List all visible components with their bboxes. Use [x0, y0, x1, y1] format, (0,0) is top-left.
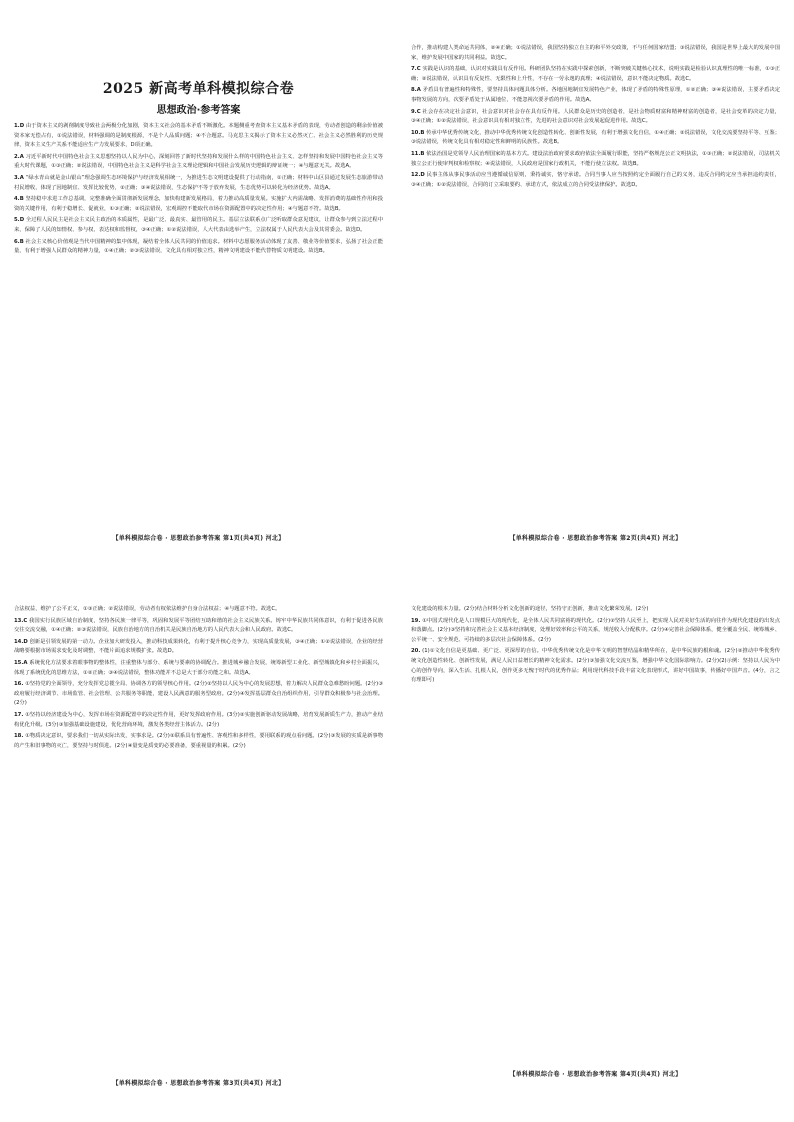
answer-paragraph	[411, 605, 780, 615]
answer-number: 6.B	[14, 238, 24, 245]
answer-body	[411, 44, 780, 190]
answer-body	[411, 605, 780, 686]
answer-page-1	[0, 0, 397, 561]
answer-number: 20.	[411, 648, 421, 655]
answer-text: 民事主体从事民事活动应当遵循诚信原则，秉持诚实，恪守承诺。合同当事人应当按照约定全面履行自己的义务，违反合同约定应当承担违约责任，③④正确；①②说法错误，合同的订立采取要约、承诺方式，依法成立的合同受法律保护。故选D。	[411, 172, 780, 188]
answer-paragraph	[14, 174, 383, 193]
answer-paragraph	[14, 605, 383, 615]
answer-number: 10.B	[411, 129, 425, 136]
title-block	[14, 78, 383, 116]
answer-paragraph	[14, 617, 383, 636]
answer-text: ①坚持党的全面领导，充分发挥党总揽全局、协调各方的领导核心作用。(2分)②坚持以人民为中心的发展思想，着力解决人民群众急难愁盼问题。(2分)③政府履行经济调节、市场监管、社会管理、公共服务等职能，建设人民满意的服务型政府。(2分)④发挥基层群众自治组织作用，引导群众积极参与社会治理。(2分)	[14, 681, 383, 707]
answer-number: 3.A	[14, 174, 24, 181]
answer-number: 5.D	[14, 217, 25, 224]
answer-number: 14.D	[14, 638, 28, 645]
page-footer: 【单科模拟综合卷 · 思想政治参考答案 第4页(共4页) 河北】	[509, 1071, 682, 1078]
answer-paragraph	[411, 617, 780, 646]
answer-number: 19.	[411, 617, 421, 624]
answer-number: 16.	[14, 681, 24, 688]
answer-text: 由于资本主义的剥削制度导致社会两极分化加剧，资本主义社会的基本矛盾不断激化。本题侧重考查资本主义基本矛盾的表现，劳动者创造的剩余价值被资本家无偿占有，①说法错误，材料强调的是制度根源，不是个人品质问题；④不合题意。马克思主义揭示了资本主义必然灭亡、社会主义必然胜利的历史规律，资本主义生产关系不能适应生产力发展要求，D项正确。	[14, 123, 383, 149]
answer-text: 系统优化方法要求着眼事物的整体性，注重整体与部分、系统与要素的协调配合。推进城乡融合发展，统筹新型工业化、新型城镇化和乡村全面振兴，体现了系统优化的思维方法，①②正确；③④说法错误，整体功能并不总是大于部分功能之和。故选A。	[14, 659, 383, 676]
answer-paragraph	[411, 65, 780, 84]
answer-number: 13.C	[14, 617, 28, 624]
answer-number: 7.C	[411, 66, 421, 73]
answer-number: 9.C	[411, 108, 421, 115]
answer-number: 17.	[14, 711, 24, 718]
answer-paragraph	[14, 238, 383, 257]
answer-page-3	[0, 561, 397, 1122]
answer-page-4	[397, 561, 794, 1122]
answer-text: 合法权益，维护了公平正义，①③正确；②说法错误，劳动者有权依法维护自身合法权益；④与题意不符。故选C。	[14, 606, 281, 612]
answer-paragraph	[14, 711, 383, 730]
document-subtitle: 思想政治·参考答案	[156, 105, 241, 116]
answer-text: (1)①文化自信是更基础、更广泛、更深厚的自信。中华优秀传统文化是中华文明的智慧结晶和精华所在，是中华民族的根和魂。(2分)②推动中华优秀传统文化创造性转化、创新性发展，满足人民日益增长的精神文化需求。(2分)③加强文化交流互鉴，增强中华文化国际影响力。(2分)(2)示例：坚持以人民为中心的创作导向，深入生活、扎根人民，创作更多无愧于时代的优秀作品；利用现代科技手段丰富文化表现形式，讲好中国故事，传播好中国声音。(4分，言之有理即可)	[411, 648, 780, 684]
answer-number: 1.D	[14, 123, 25, 129]
answer-number: 18.	[14, 733, 24, 740]
answer-number: 15.A	[14, 659, 28, 666]
answer-paragraph	[14, 153, 383, 172]
answer-text: 依法治国是党领导人民治理国家的基本方式。建设法治政府要求政府依法全面履行职能，坚持严格规范公正文明执法，①③正确；②说法错误，司法机关独立公正行使审判权和检察权；④说法错误，人民政府是国家行政机关，不能行使立法权。故选B。	[411, 150, 780, 167]
answer-text: 我国实行民族区域自治制度，坚持各民族一律平等，巩固和发展平等团结互助和谐的社会主义民族关系。铸牢中华民族共同体意识，有利于促进各民族交往交流交融，①④正确；②③说法错误，民族自治地方的自治机关是民族自治地方的人民代表大会和人民政府。故选C。	[14, 617, 384, 634]
answer-paragraph	[411, 171, 780, 190]
answer-text: 坚持稳中求进工作总基调，完整准确全面贯彻新发展理念，加快构建新发展格局，着力推动高质量发展。实施扩大内需战略、发挥消费的基础性作用和投资的关键作用，有利于稳增长、促就业，①③正确；②说法错误，宏观调控不能取代市场在资源配置中的决定性作用；④与题意不符。故选B。	[14, 196, 383, 212]
answer-paragraph	[14, 732, 383, 751]
answer-text: 实践是认识的基础，认识对实践具有反作用。科研团队坚持在实践中探索创新，不断突破关键核心技术，说明实践是检验认识真理性的唯一标准，①③正确；②说法错误，认识具有反复性、无限性和上升性，不存在一劳永逸的真理；④说法错误，意识不能决定物质。故选C。	[411, 66, 780, 82]
answer-paragraph	[411, 150, 780, 169]
answer-paragraph	[14, 659, 383, 678]
answer-text: 社会主义核心价值观是当代中国精神的集中体现，凝结着全体人民共同的价值追求。材料中志愿服务活动体现了友善、敬业等价值要求，弘扬了社会正能量，有利于增强人民群众的精神力量，①④正确；②③说法错误，文化具有相对独立性，精神文明建设不能代替物质文明建设。故选B。	[14, 238, 383, 255]
answer-text: ①物质决定意识，要求我们一切从实际出发，实事求是。(2分)②联系具有普遍性、客观性和多样性，要用联系的观点看问题。(2分)③发展的实质是新事物的产生和旧事物的灭亡，要坚持与时俱进。(2分)④量变是质变的必要准备，要重视量的积累。(2分)	[14, 733, 383, 749]
answer-paragraph	[14, 680, 383, 709]
page-footer: 【单科模拟综合卷 · 思想政治参考答案 第3页(共4页) 河北】	[112, 1080, 285, 1087]
answer-text: 文化建设的根本力量。(2分)结合材料分析文化创新的途径，坚持守正创新，推动文化繁荣发展。(2分)	[411, 606, 649, 612]
answer-paragraph	[14, 216, 383, 235]
answer-text: 传承中华优秀传统文化，推动中华优秀传统文化创造性转化、创新性发展，有利于增强文化自信，①④正确；②说法错误，文化交流要坚持平等、互鉴；③说法错误，传统文化具有相对稳定性和鲜明的民族性。故选B。	[411, 129, 780, 146]
answer-text: ①坚持以经济建设为中心，发挥市场在资源配置中的决定性作用，更好发挥政府作用。(3分)②实施创新驱动发展战略，培育发展新质生产力，推动产业结构优化升级。(3分)③加强基础设施建设，优化营商环境，激发各类经营主体活力。(2分)	[14, 711, 383, 728]
answer-body	[14, 122, 383, 257]
answer-page-2	[397, 0, 794, 561]
answer-number: 2.A	[14, 153, 24, 160]
answer-number: 8.A	[411, 87, 421, 94]
answer-text: 矛盾具有普遍性和特殊性，要坚持具体问题具体分析。各地因地制宜发展特色产业，体现了矛盾的特殊性原理，①②正确；③④说法错误，主要矛盾决定事物发展的方向，次要矛盾处于从属地位，不能忽视次要矛盾的作用。故选A。	[411, 87, 781, 103]
answer-paragraph	[14, 638, 383, 657]
answer-paragraph	[411, 647, 780, 685]
answer-paragraph	[411, 44, 780, 63]
document-title: 2025 新高考单科模拟综合卷	[102, 81, 295, 97]
answer-paragraph	[411, 86, 780, 105]
answer-text: 社会存在决定社会意识，社会意识对社会存在具有反作用。人民群众是历史的创造者，是社会物质财富和精神财富的创造者，是社会变革的决定力量，③④正确；①②说法错误，社会意识具有相对独立性，先进的社会意识对社会发展起促进作用。故选C。	[411, 108, 780, 125]
answer-paragraph	[14, 122, 383, 151]
answer-number: 12.D	[411, 172, 425, 179]
answer-text: “绿水青山就是金山银山”理念强调生态环境保护与经济发展相统一，为推进生态文明建设提供了行动指南，①正确；材料中山区县通过发展生态旅游带动村民增收，体现了因地制宜、发挥比较优势，②正确；③④说法错误，生态保护不等于放弃发展，生态优势可以转化为经济优势。故选A。	[14, 174, 383, 191]
answer-text: 全过程人民民主是社会主义民主政治的本质属性，是最广泛、最真实、最管用的民主。基层立法联系点广泛听取群众意见建议，让群众参与到立法过程中来，保障了人民的知情权、参与权、表达权和监督权，③④正确；①②说法错误，人大代表由选举产生，立法权属于人民代表大会及其常委会。故选D。	[14, 217, 383, 233]
answer-body	[14, 605, 383, 751]
answer-text: 创新是引领发展的第一动力。企业加大研发投入，推动科技成果转化，有利于提升核心竞争力，实现高质量发展，③④正确；①②说法错误，企业的经营战略要根据市场需求变化及时调整，不能片面追求规模扩张。故选D。	[14, 638, 384, 655]
answer-text: 习近平新时代中国特色社会主义思想坚持以人民为中心，深刻回答了新时代坚持和发展什么样的中国特色社会主义、怎样坚持和发展中国特色社会主义等重大时代课题，①③正确；②说法错误，中国特色社会主义是科学社会主义理论逻辑和中国社会发展历史逻辑的辩证统一；④与题意无关。故选A。	[14, 153, 383, 170]
answer-text: ①中国式现代化是人口规模巨大的现代化，是全体人民共同富裕的现代化。(2分)②坚持人民至上，把实现人民对美好生活的向往作为现代化建设的出发点和落脚点。(2分)③坚持和完善社会主义基本经济制度，处理好效率和公平的关系，规范收入分配秩序。(2分)④完善社会保障体系，健全覆盖全民、统筹城乡、公平统一、安全规范、可持续的多层次社会保障体系。(2分)	[411, 617, 780, 643]
answer-number: 11.B	[411, 150, 425, 157]
answer-number: 4.B	[14, 196, 24, 203]
answer-text: 合作，推动构建人类命运共同体，②④正确；①说法错误，我国坚持独立自主的和平外交政策，不与任何国家结盟；③说法错误，我国是世界上最大的发展中国家，维护发展中国家的共同利益。故选C。	[411, 45, 780, 61]
answer-paragraph	[14, 195, 383, 214]
answer-paragraph	[411, 108, 780, 127]
page-footer: 【单科模拟综合卷 · 思想政治参考答案 第2页(共4页) 河北】	[509, 535, 682, 542]
answer-paragraph	[411, 129, 780, 148]
page-footer: 【单科模拟综合卷 · 思想政治参考答案 第1页(共4页) 河北】	[112, 535, 285, 542]
